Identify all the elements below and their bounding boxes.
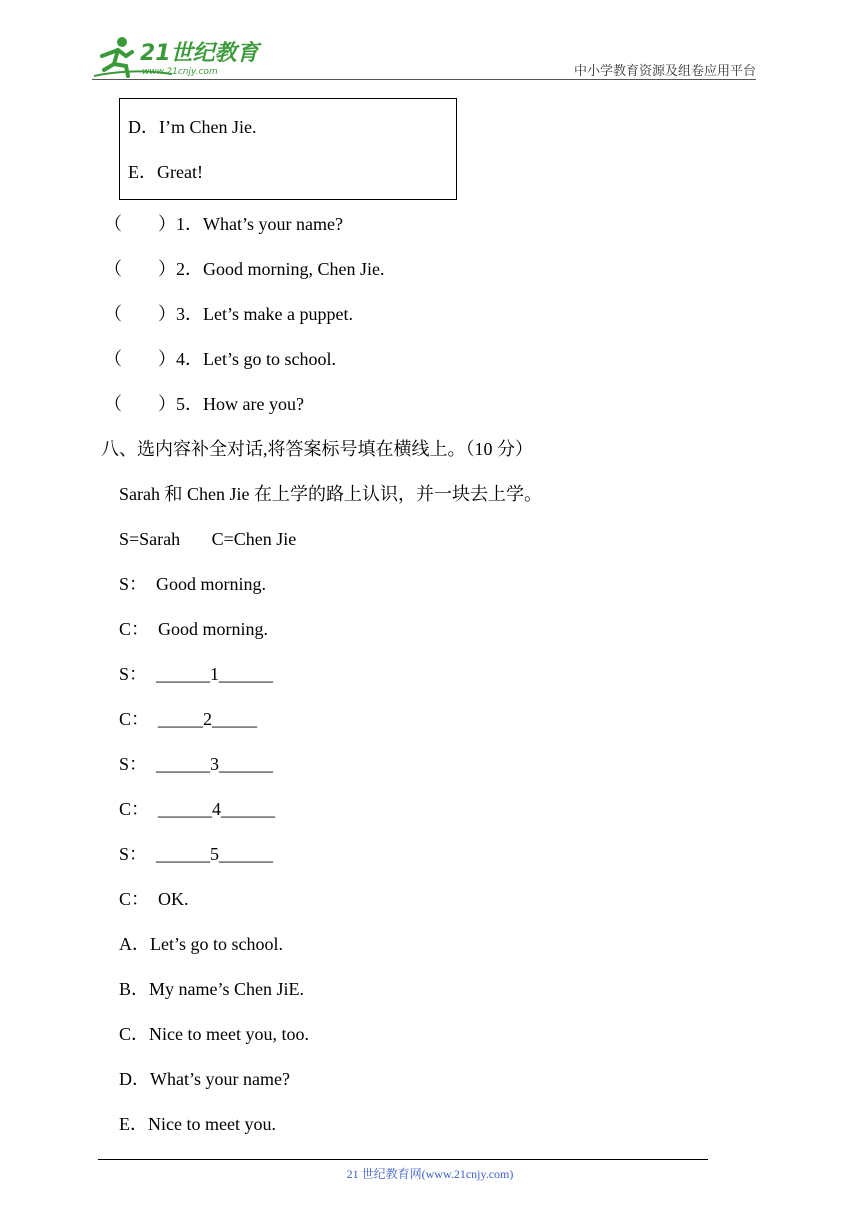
dialogue-line: C： OK. (119, 889, 189, 909)
footer-text: 21 世纪教育网(www.21cnjy.com) (346, 1167, 514, 1181)
question-item: （ ）1．What’s your name? (104, 214, 343, 234)
question-item: （ ）2．Good morning, Chen Jie. (104, 259, 385, 279)
answer-option: D．What’s your name? (119, 1069, 290, 1089)
dialogue-line: C： ______4______ (119, 799, 276, 819)
question-item: （ ）5．How are you? (104, 394, 304, 414)
box-option: D．I’m Chen Jie. (128, 117, 257, 137)
answer-option: E．Nice to meet you. (119, 1114, 276, 1134)
dialogue-line: S： Good morning. (119, 574, 267, 594)
dialogue-line: C： Good morning. (119, 619, 269, 639)
footer-divider (98, 1159, 708, 1160)
dialogue-line: S： ______1______ (119, 664, 274, 684)
answer-option: B．My name’s Chen JiE. (119, 979, 304, 999)
speaker-legend: S=Sarah C=Chen Jie (119, 529, 297, 549)
dialogue-line: S： ______5______ (119, 844, 274, 864)
header-platform-text: 中小学教育资源及组卷应用平台 (573, 64, 756, 79)
box-option: E．Great! (128, 162, 203, 182)
header-divider (92, 79, 756, 80)
site-logo (92, 32, 272, 80)
answer-option: C．Nice to meet you, too. (119, 1024, 309, 1044)
dialogue-line: C： _____2_____ (119, 709, 258, 729)
dialogue-line: S： ______3______ (119, 754, 274, 774)
section-intro: Sarah 和 Chen Jie 在上学的路上认识，并一块去上学。 (119, 484, 542, 504)
answer-option: A．Let’s go to school. (119, 934, 283, 954)
section-heading: 八、选内容补全对话,将答案标号填在横线上。（10 分） (101, 439, 533, 459)
logo-text: 21世纪教育 (140, 41, 259, 66)
options-box (119, 98, 457, 200)
logo-url-text: www.21cnjy.com (142, 67, 218, 77)
question-item: （ ）3．Let’s make a puppet. (104, 304, 353, 324)
question-item: （ ）4．Let’s go to school. (104, 349, 336, 369)
